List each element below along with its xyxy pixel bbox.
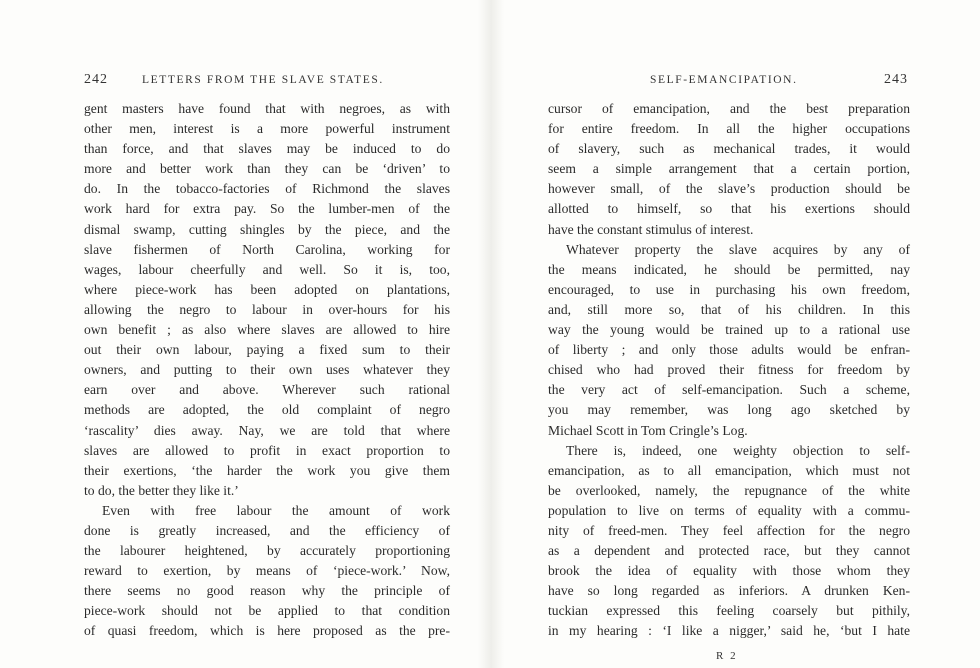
text-line: seem a simple arrangement that a certain portion,	[548, 161, 910, 177]
body-text	[548, 99, 910, 642]
text-line: Even with free labour the amount of work	[102, 502, 450, 518]
text-line: other men, interest is a more powerful instrument	[84, 121, 450, 137]
text-line: cursor of emancipation, and the best preparation	[548, 101, 910, 116]
text-line: of liberty ; and only those adults would be enfran-	[548, 342, 910, 358]
text-line: Whatever property the slave acquires by any of	[566, 241, 910, 257]
text-line: as a dependent and protected race, but they cannot	[548, 543, 910, 559]
text-line: the means indicated, he should be permitted, nay	[548, 261, 910, 277]
text-line: tuckian expressed this feeling coarsely but pithily,	[548, 603, 910, 619]
text-line: dismal swamp, cutting shingles by the piece, and the	[84, 221, 450, 237]
page-number: 242	[84, 72, 108, 87]
text-line: brook the idea of equality with those whom they	[548, 563, 910, 579]
text-line: ‘rascality’ dies away. Nay, we are told that where	[84, 422, 450, 438]
text-line: more and better work than they can be ‘driven’ to	[84, 161, 450, 177]
text-line: than force, and that slaves may be induced to do	[84, 141, 450, 157]
text-line: way the young would be trained up to a rational use	[548, 322, 910, 338]
body-text	[84, 99, 450, 642]
text-line: allotted to himself, so that his exertions should	[548, 201, 910, 217]
text-line: be overlooked, namely, the repugnance of the white	[548, 482, 910, 498]
text-line: of slavery, such as mechanical trades, it would	[548, 141, 910, 157]
text-line: of quasi freedom, which is here proposed as the pre-	[84, 623, 450, 639]
text-line: slave fishermen of North Carolina, working for	[84, 241, 450, 257]
text-line: reward to exertion, by means of ‘piece-work.’ Now,	[84, 563, 450, 579]
text-line: nity of freed-men. They feel affection for the negro	[548, 522, 910, 538]
signature-mark: R 2	[716, 650, 738, 662]
page-number: 243	[884, 72, 908, 87]
text-line: work hard for extra pay. So the lumber-men of the	[84, 201, 450, 217]
text-line: you may remember, was long ago sketched by	[548, 402, 910, 418]
right-page	[490, 0, 980, 668]
text-line: population to live on terms of equality with a commu-	[548, 502, 910, 518]
text-line: and, still more so, that of his children. In this	[548, 301, 910, 317]
text-line: have so long regarded as inferiors. A drunken Ken-	[548, 583, 910, 599]
text-line: own benefit ; as also where slaves are allowed to hire	[84, 322, 450, 338]
running-head: LETTERS FROM THE SLAVE STATES.	[142, 74, 384, 86]
text-line: slaves are allowed to profit in exact proportion to	[84, 442, 450, 458]
text-line: the very act of self-emancipation. Such a scheme,	[548, 382, 910, 398]
text-line: there seems no good reason why the principle of	[84, 583, 450, 599]
text-line: piece-work should not be applied to that condition	[84, 603, 450, 619]
text-line: however small, of the slave’s production should be	[548, 181, 910, 197]
text-line: their exertions, ‘the harder the work you give them	[84, 462, 450, 478]
text-line: Michael Scott in Tom Cringle’s Log.	[548, 422, 748, 438]
text-line: wages, labour cheerfully and well. So it is, too,	[84, 261, 450, 277]
text-line: emancipation, as to all emancipation, which must not	[548, 462, 910, 478]
text-line: out their own labour, paying a fixed sum to their	[84, 342, 450, 358]
text-line: earn over and above. Wherever such rational	[84, 382, 450, 398]
text-line: do. In the tobacco-factories of Richmond the slaves	[84, 181, 450, 197]
text-line: allowing the negro to labour in over-hours for his	[84, 301, 450, 317]
text-line: the labourer heightened, by accurately proportioning	[84, 543, 450, 559]
text-line: in my hearing : ‘I like a nigger,’ said he, ‘but I hate	[548, 623, 910, 639]
text-line: where piece-work has been adopted on plantations,	[84, 281, 450, 297]
text-line: There is, indeed, one weighty objection to self-	[566, 442, 910, 458]
text-line: done is greatly increased, and the efficiency of	[84, 522, 450, 538]
text-line: to do, the better they like it.’	[84, 482, 239, 498]
text-line: gent masters have found that with negroes, as with	[84, 101, 450, 116]
text-line: owners, and putting to their own uses whatever they	[84, 362, 450, 378]
text-line: encouraged, to use in purchasing his own freedom,	[548, 281, 910, 297]
text-line: have the constant stimulus of interest.	[548, 221, 754, 237]
running-head: SELF-EMANCIPATION.	[650, 74, 798, 86]
text-line: for entire freedom. In all the higher occupations	[548, 121, 910, 137]
text-line: chised who had proved their fitness for freedom by	[548, 362, 910, 378]
text-line: methods are adopted, the old complaint of negro	[84, 402, 450, 418]
